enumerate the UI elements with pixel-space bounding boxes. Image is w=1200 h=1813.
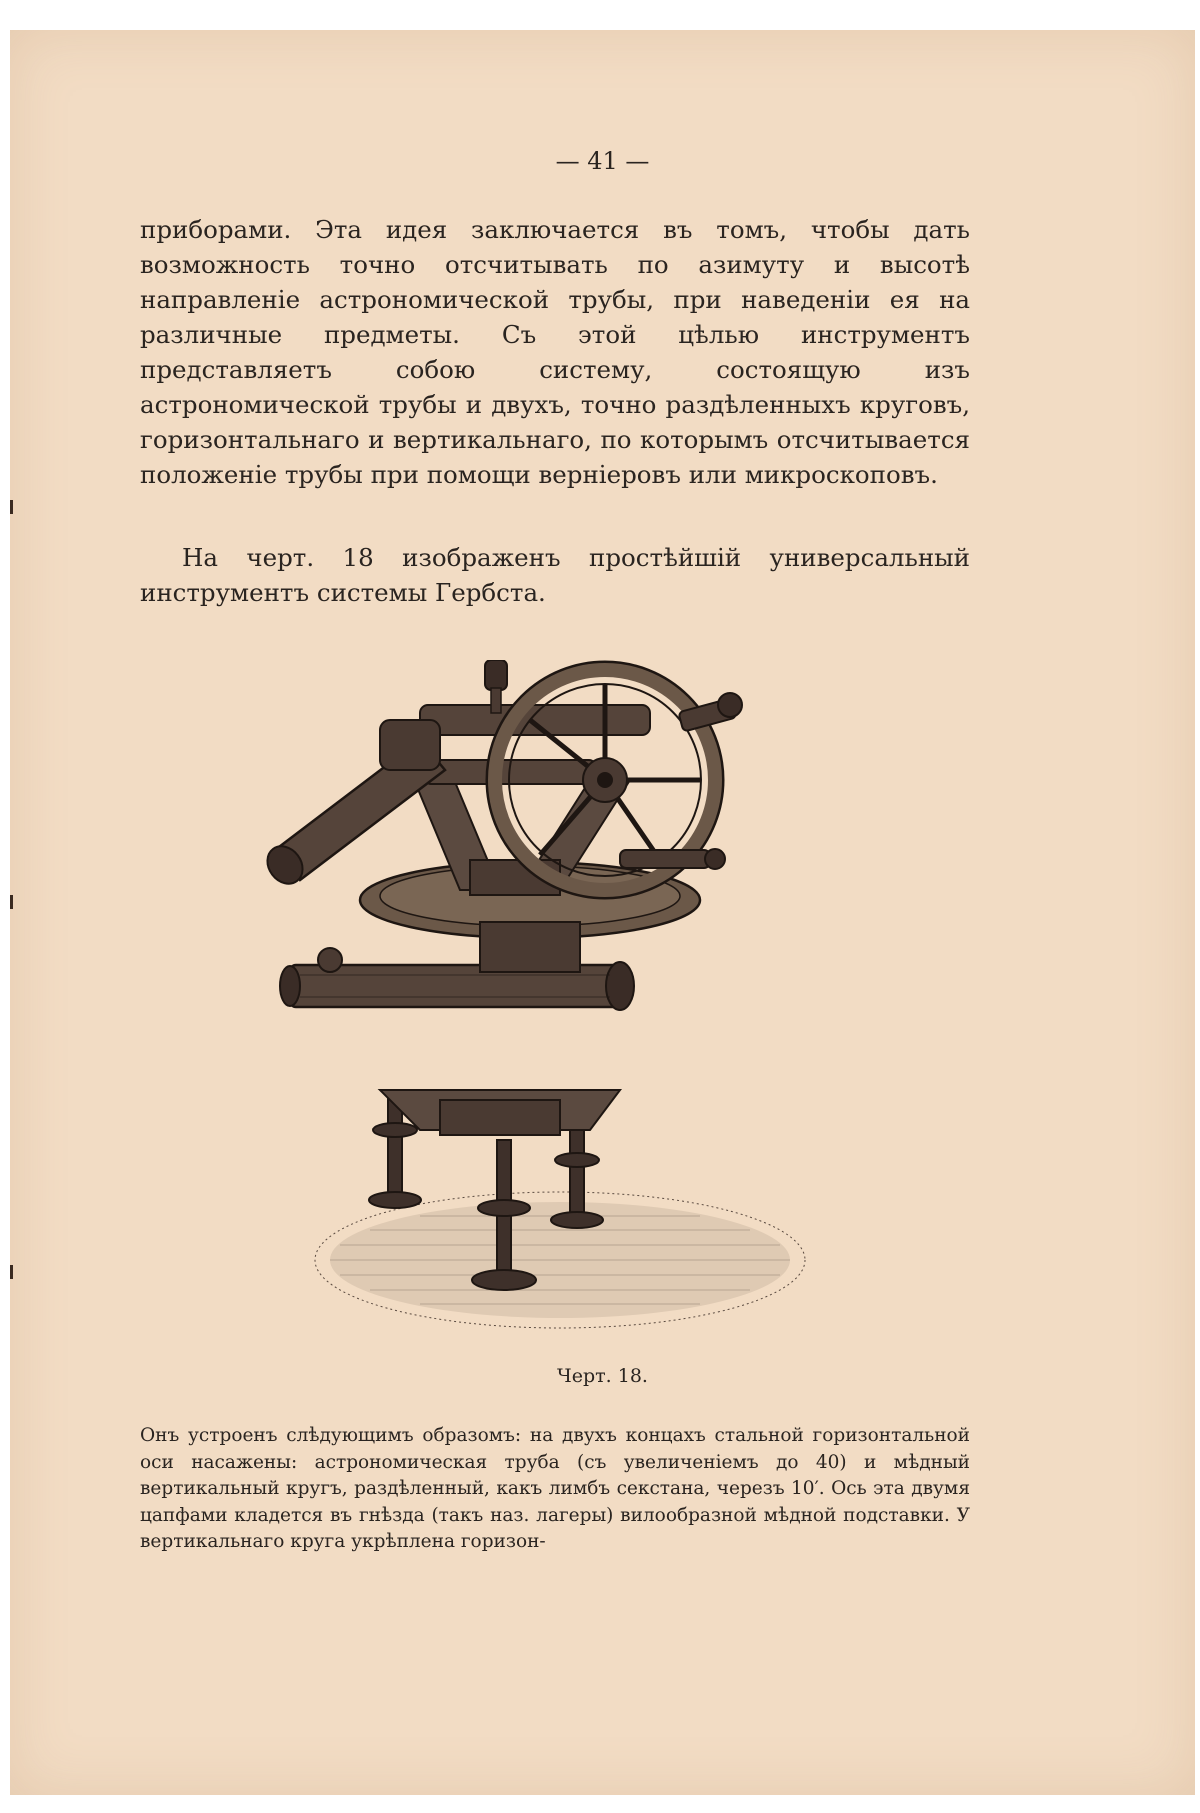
book-page bbox=[10, 30, 1195, 1795]
universal-instrument-icon bbox=[260, 660, 850, 1340]
margin-mark bbox=[10, 500, 13, 514]
figure-caption: Черт. 18. bbox=[557, 1365, 648, 1387]
paragraph-intro: приборами. Эта идея заключается въ томъ, чтобы дать возможность точно отсчитывать по азимуту и высотѣ направленіе астрономической трубы, при наведеніи ея на различные предметы. Съ этой цѣлью инструментъ представляетъ собою систему, состоящую изъ астрономической трубы и двухъ, точно раздѣленныхъ круговъ, горизонтальнаго и вертикальнаго, по которымъ отсчитывается положеніе трубы при помощи верніеровъ или микроскоповъ. bbox=[140, 215, 970, 489]
page-number: — 41 — bbox=[555, 147, 650, 175]
margin-mark bbox=[10, 895, 13, 909]
paragraph-figure-reference: На черт. 18 изображенъ простѣйшій универсальный инструментъ системы Гербста. bbox=[140, 543, 970, 607]
instrument-figure bbox=[260, 660, 850, 1340]
paragraph-description: Онъ устроенъ слѣдующимъ образомъ: на двухъ концахъ стальной горизонтальной оси насажены: астрономическая труба (съ увеличеніемъ до 40) и мѣдный вертикальный кругъ, раздѣленный, какъ лимбъ секстана, черезъ 10′. Ось эта двумя цапфами кладется въ гнѣзда (такъ наз. лагеры) вилообразной мѣдной подставки. У вертикальнаго круга укрѣплена горизон- bbox=[140, 1425, 970, 1553]
margin-mark bbox=[10, 1265, 13, 1279]
